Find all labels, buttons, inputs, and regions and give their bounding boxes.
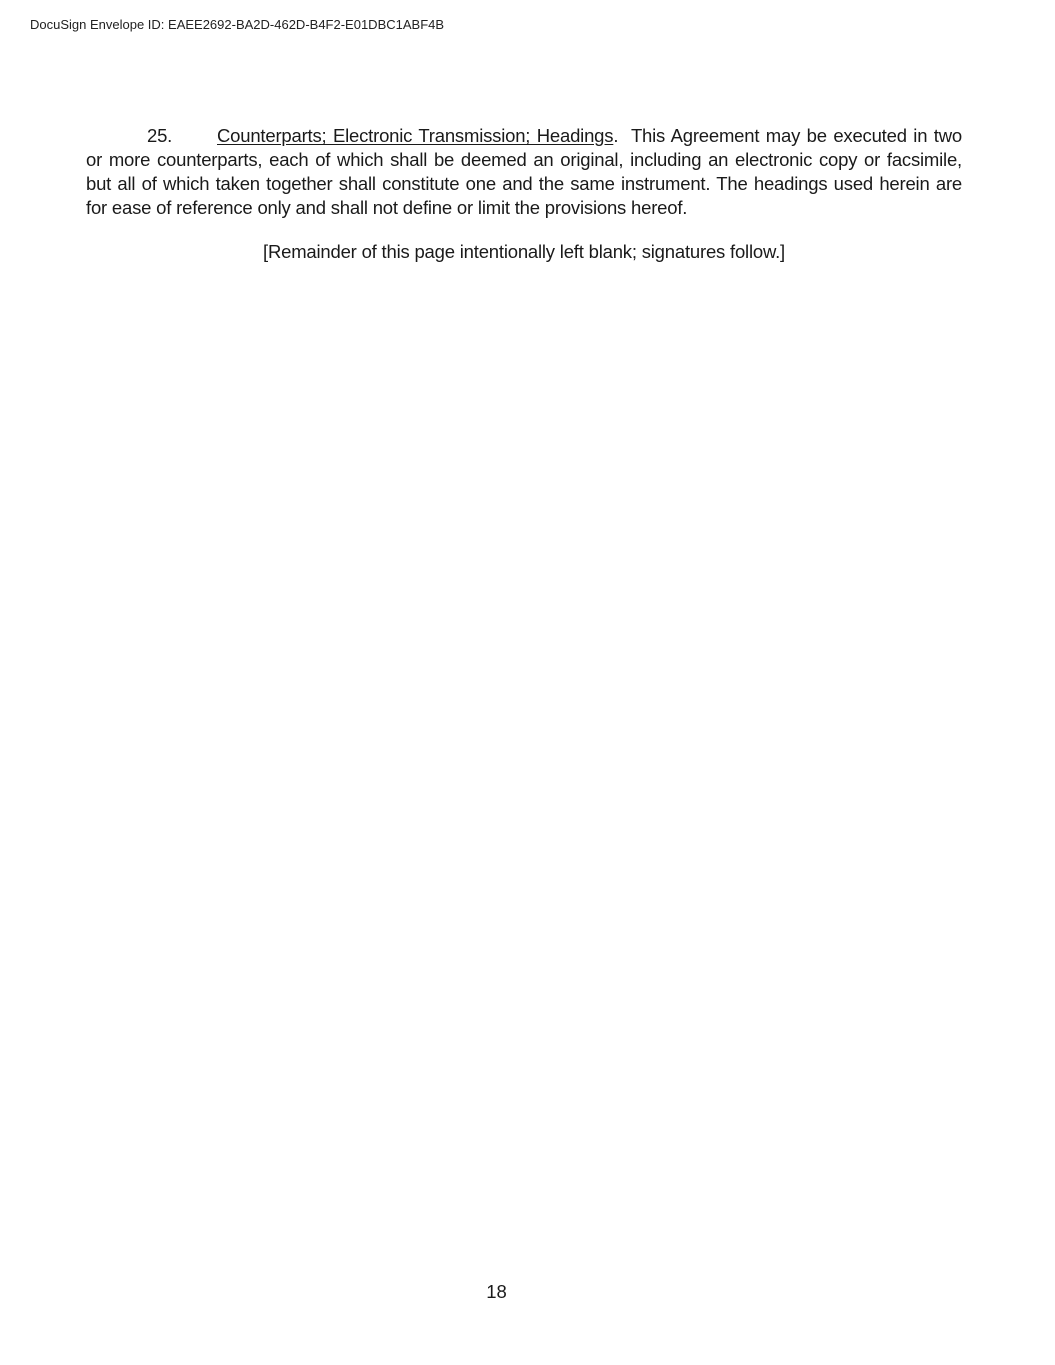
remainder-note: [Remainder of this page intentionally left blank; signatures follow.] bbox=[263, 241, 785, 262]
page-number: 18 bbox=[486, 1281, 507, 1302]
section-body-text: This Agreement may be executed in two or more counterparts, each of which shall be deemed an original, including an electronic copy or facsimile, but all of which taken together shall constitute one and the same instrument. The headings used herein are for ease of reference only and shall not define or limit the provisions hereof. bbox=[86, 125, 962, 218]
section-25-paragraph bbox=[86, 124, 962, 220]
section-number: 25. bbox=[147, 125, 173, 146]
section-heading-period: . bbox=[613, 125, 619, 146]
docusign-envelope-id: DocuSign Envelope ID: EAEE2692-BA2D-462D-B4F2-E01DBC1ABF4B bbox=[30, 17, 445, 32]
section-heading: Counterparts; Electronic Transmission; Headings bbox=[217, 125, 614, 146]
